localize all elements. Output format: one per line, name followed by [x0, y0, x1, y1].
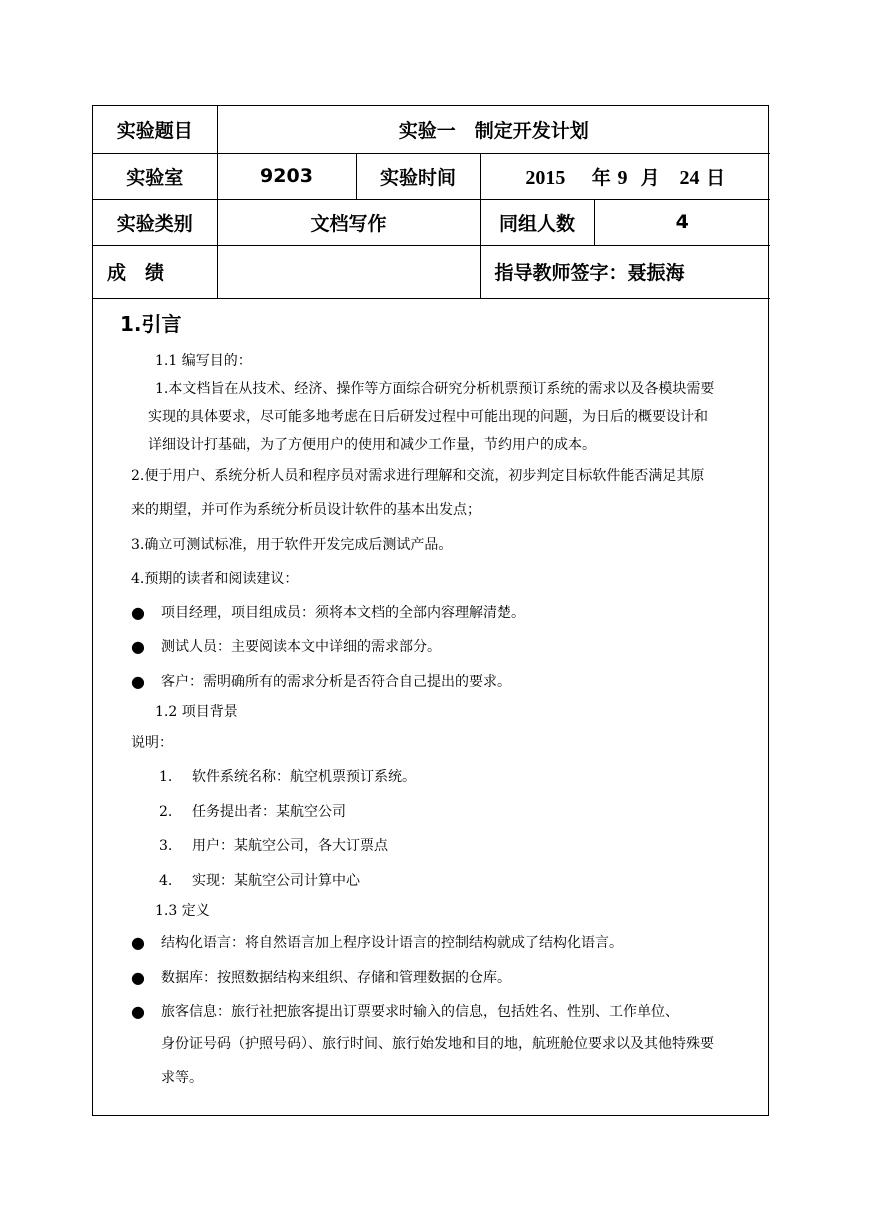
time-year-unit: 年: [591, 166, 611, 189]
definition-item-continued: 求等。: [161, 1069, 203, 1086]
reader-item: 测试人员：主要阅读本文中详细的需求部分。: [161, 638, 441, 655]
paragraph-1-line-a: 1.本文档旨在从技术、经济、操作等方面综合研究分析机票预订系统的需求以及各模块需要: [155, 380, 715, 397]
time-month-unit: 月: [640, 166, 660, 189]
paragraph-1-line-c: 详细设计打基础，为了方便用户的使用和减少工作量，节约用户的成本。: [148, 436, 596, 453]
lab-value: 9203: [217, 153, 356, 199]
time-label: 实验时间: [356, 153, 480, 199]
time-day-unit: 日: [706, 166, 726, 189]
subsection-1-1: 1.1 编写目的：: [155, 352, 252, 369]
bg-item: 任务提出者：某航空公司: [192, 803, 346, 820]
time-year: 2015: [525, 166, 566, 189]
subsection-1-2: 1.2 项目背景: [155, 703, 238, 720]
bullet-icon: ●: [131, 1001, 145, 1021]
definition-item-continued: 身份证号码（护照号码）、旅行时间、旅行始发地和目的地，航班舱位要求以及其他特殊要: [161, 1035, 714, 1052]
bg-item: 实现：某航空公司计算中心: [192, 872, 360, 889]
bg-item-number: 1.: [159, 768, 173, 785]
bullet-icon: ●: [131, 602, 145, 622]
bullet-icon: ●: [131, 932, 145, 952]
teacher-signature: 指导教师签字：聂振海: [480, 245, 770, 298]
bg-item-number: 2.: [159, 803, 173, 820]
paragraph-2-line-b: 来的期望，并可作为系统分析员设计软件的基本出发点；: [131, 501, 481, 518]
bullet-icon: ●: [131, 967, 145, 987]
category-value: 文档写作: [217, 199, 480, 245]
paragraph-2-line-a: 2.便于用户、系统分析人员和程序员对需求进行理解和交流，初步判定目标软件能否满足其原: [131, 467, 705, 484]
subsection-1-3: 1.3 定义: [155, 902, 210, 919]
paragraph-3: 3.确立可测试标准，用于软件开发完成后测试产品。: [131, 536, 453, 553]
lab-label: 实验室: [93, 153, 217, 199]
bg-item: 用户：某航空公司，各大订票点: [192, 837, 388, 854]
paragraph-4: 4.预期的读者和阅读建议：: [131, 570, 299, 587]
title-value: 实验一 制定开发计划: [217, 106, 770, 153]
bg-item-number: 4.: [159, 872, 173, 889]
bg-item-number: 3.: [159, 837, 173, 854]
time-day: 24: [679, 166, 700, 189]
group-value: 4: [594, 199, 770, 245]
time-month: 9: [617, 166, 628, 189]
time-value: [480, 153, 770, 199]
paragraph-1-line-b: 实现的具体要求，尽可能多地考虑在日后研发过程中可能出现的问题，为日后的概要设计和: [148, 408, 708, 425]
explain-label: 说明：: [131, 734, 173, 751]
group-label: 同组人数: [480, 199, 594, 245]
score-value: [217, 245, 480, 298]
definition-item: 结构化语言：将自然语言加上程序设计语言的控制结构就成了结构化语言。: [161, 934, 623, 951]
bullet-icon: ●: [131, 671, 145, 691]
definition-item: 旅客信息：旅行社把旅客提出订票要求时输入的信息，包括姓名、性别、工作单位、: [161, 1003, 679, 1020]
report-header-table: [93, 106, 770, 299]
definition-item: 数据库：按照数据结构来组织、存储和管理数据的仓库。: [161, 969, 511, 986]
bullet-icon: ●: [131, 636, 145, 656]
title-label: 实验题目: [93, 106, 217, 153]
category-label: 实验类别: [93, 199, 217, 245]
reader-item: 客户：需明确所有的需求分析是否符合自己提出的要求。: [161, 673, 511, 690]
reader-item: 项目经理，项目组成员：须将本文档的全部内容理解清楚。: [161, 604, 525, 621]
bg-item: 软件系统名称：航空机票预订系统。: [192, 768, 416, 785]
section-heading: 1.引言: [120, 311, 182, 336]
score-label: 成 绩: [93, 245, 217, 298]
report-page: [92, 105, 769, 1116]
